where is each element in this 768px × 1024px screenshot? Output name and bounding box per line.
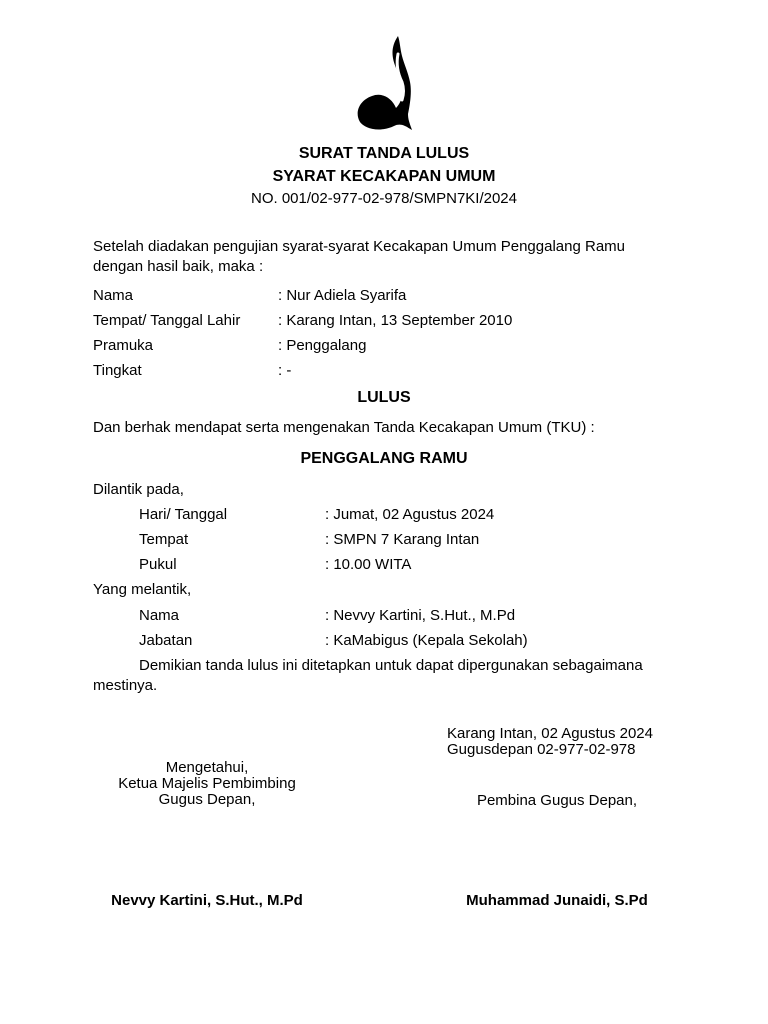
tunas-kelapa-scout-emblem-icon xyxy=(352,34,416,132)
intro-line-1: Setelah diadakan pengujian syarat-syarat Kecakapan Umum Penggalang Ramu xyxy=(93,238,625,255)
participant-pramuka-label: Pramuka xyxy=(93,337,154,354)
entitlement-text: Dan berhak mendapat serta mengenakan Tanda Kecakapan Umum (TKU) : xyxy=(93,419,595,436)
signature-left-line-3: Gugus Depan, xyxy=(158,791,256,808)
document-number: NO. 001/02-977-02-978/SMPN7KI/2024 xyxy=(251,190,517,207)
participant-level-label: Tingkat xyxy=(93,362,142,379)
signature-right-line-1: Pembina Gugus Depan, xyxy=(476,792,638,809)
place-date-line: Karang Intan, 02 Agustus 2024 xyxy=(447,725,653,742)
signature-left-line-1: Mengetahui, xyxy=(165,759,249,776)
inauguration-heading: Dilantik pada, xyxy=(93,481,184,498)
inauguration-time-value: : 10.00 WITA xyxy=(325,556,412,573)
signature-left-line-2: Ketua Majelis Pembimbing xyxy=(118,775,296,792)
signature-left-name: Nevvy Kartini, S.Hut., M.Pd xyxy=(111,892,303,909)
participant-level-value: : - xyxy=(278,362,292,379)
inauguration-place-value: : SMPN 7 Karang Intan xyxy=(325,531,480,548)
participant-name-label: Nama xyxy=(93,287,134,304)
result-heading: LULUS xyxy=(357,389,411,406)
document-title: SURAT TANDA LULUS xyxy=(298,145,470,162)
gugusdepan-line: Gugusdepan 02-977-02-978 xyxy=(447,741,636,758)
inaugurator-name-label: Nama xyxy=(139,607,180,624)
participant-pramuka-value: : Penggalang xyxy=(278,337,367,354)
intro-line-2: dengan hasil baik, maka : xyxy=(93,258,264,275)
inaugurator-name-value: : Nevvy Kartini, S.Hut., M.Pd xyxy=(325,607,516,624)
signature-right-name: Muhammad Junaidi, S.Pd xyxy=(466,892,648,909)
inauguration-time-label: Pukul xyxy=(139,556,177,573)
participant-birth-label: Tempat/ Tanggal Lahir xyxy=(93,312,241,329)
closing-line-2: mestinya. xyxy=(93,677,158,694)
inauguration-place-label: Tempat xyxy=(139,531,189,548)
inauguration-date-label: Hari/ Tanggal xyxy=(139,506,228,523)
inauguration-date-value: : Jumat, 02 Agustus 2024 xyxy=(325,506,495,523)
inaugurator-heading: Yang melantik, xyxy=(93,581,192,598)
closing-line-1: Demikian tanda lulus ini ditetapkan untuk dapat dipergunakan sebagaimana xyxy=(139,657,643,674)
inaugurator-position-label: Jabatan xyxy=(139,632,193,649)
inaugurator-position-value: : KaMabigus (Kepala Sekolah) xyxy=(325,632,528,649)
document-subtitle: SYARAT KECAKAPAN UMUM xyxy=(272,168,496,185)
level-heading: PENGGALANG RAMU xyxy=(300,450,468,467)
participant-name-value: : Nur Adiela Syarifa xyxy=(278,287,407,304)
participant-birth-value: : Karang Intan, 13 September 2010 xyxy=(278,312,513,329)
